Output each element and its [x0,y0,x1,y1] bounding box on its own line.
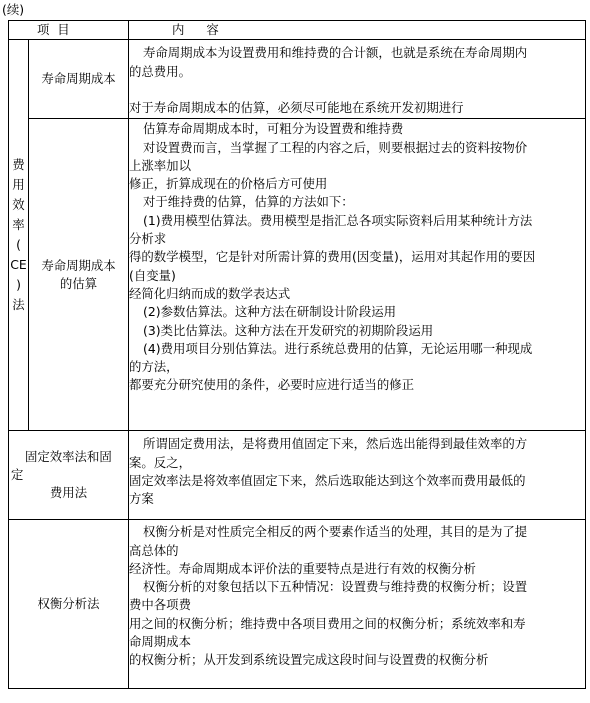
row-label-life-cycle-cost: 寿命周期成本 [29,40,129,119]
method-char: 率 [12,217,25,233]
content-line: 固定效率法是将效率值固定下来，然后选取能达到这个效率而费用最低的 [129,472,526,488]
row-label-line: 费用法 [49,485,88,501]
content-line: 得的数学模型，它是针对所需计算的费用(因变量)，运用对其起作用的要因 [129,249,536,265]
content-line: (1)费用模型估算法。费用模型是指汇总各项实际资料后用某种统计方法 [143,212,533,228]
content-line: (3)类比估算法。这种方法在开发研究的初期阶段运用 [143,322,434,338]
table-row [9,40,586,119]
content-line: 所谓固定费用法，是将费用值固定下来，然后选出能得到最佳效率的方 [143,436,528,452]
method-char: ) [16,277,21,293]
content-line: 命周期成本 [129,634,191,650]
content-blank-line [129,81,583,99]
row-content [129,520,586,689]
content-line: 寿命周期成本为设置费用和维持费的合计额，也就是系统在寿命周期内 [143,45,528,61]
content-line: 用之间的权衡分析；维持费中各项目费用之间的权衡分析；系统效率和寿 [129,615,526,631]
content-line: 修正，折算成现在的价格后方可使用 [129,176,328,192]
content-line: 分析求 [129,231,167,247]
table-row [9,520,586,689]
row-label-line: 固定效率法和固 [25,448,112,464]
content-line: 费中各项费 [129,597,191,613]
content-line: 估算寿命周期成本时，可粗分为设置费和维持费 [143,121,404,137]
row-label-tradeoff-analysis: 权衡分析法 [9,520,129,689]
content-line: 的方法， [129,359,179,375]
content-line: (4)费用项目分别估算法。进行系统总费用的估算，无论运用哪一种现成 [143,340,533,356]
table-row [9,119,586,431]
header-content [129,21,586,40]
row-label-fixed-efficiency-fixed-cost [9,431,129,520]
content-line: 高总体的 [129,542,179,558]
row-content [129,40,586,119]
header-item: 项 目 [9,21,129,40]
method-char: 用 [12,177,25,193]
row-label-line: 寿命周期成本 [41,257,116,273]
row-label-line: 定 [11,467,24,483]
row-content [129,431,586,520]
content-line: 的权衡分析；从开发到系统设置完成这段时间与设置费的权衡分析 [129,652,489,668]
method-name-cell [9,40,29,431]
method-char: CE [10,257,27,273]
content-line: 案。反之， [129,454,191,470]
content-line: 对于寿命周期成本的估算，必须尽可能地在系统开发初期进行 [129,99,464,115]
content-line: 对于维持费的估算，估算的方法如下： [143,194,354,210]
content-line: 权衡分析是对性质完全相反的两个要素作适当的处理，其目的是为了提 [143,524,528,540]
table-row [9,431,586,520]
method-char: ( [16,237,21,253]
row-content [129,119,586,431]
method-char: 费 [12,157,25,173]
content-line: 上涨率加以 [129,157,191,173]
content-line: 都要充分研究使用的条件，必要时应进行适当的修正 [129,377,414,393]
content-line: 对设置费而言，当掌握了工程的内容之后，则要根据过去的资料按物价 [143,139,528,155]
content-line: 经简化归纳而成的数学表达式 [129,285,291,301]
content-line: (自变量) [129,267,176,283]
content-table [8,20,586,689]
content-line: 经济性。寿命周期成本评价法的重要特点是进行有效的权衡分析 [129,560,476,576]
header-content-a: 内 [172,22,185,37]
table-header-row [9,21,586,40]
content-line: 方案 [129,491,154,507]
content-line: 的总费用。 [129,63,191,79]
table-caption: (续) [2,2,25,17]
header-content-b: 容 [206,22,219,37]
content-line: (2)参数估算法。这种方法在研制设计阶段运用 [143,304,396,320]
method-char: 效 [12,197,25,213]
content-line: 权衡分析的对象包括以下五种情况：设置费与维持费的权衡分析；设置 [143,579,528,595]
method-char: 法 [12,297,25,313]
row-label-line: 的估算 [59,275,98,291]
row-label-life-cycle-cost-estimation [29,119,129,431]
